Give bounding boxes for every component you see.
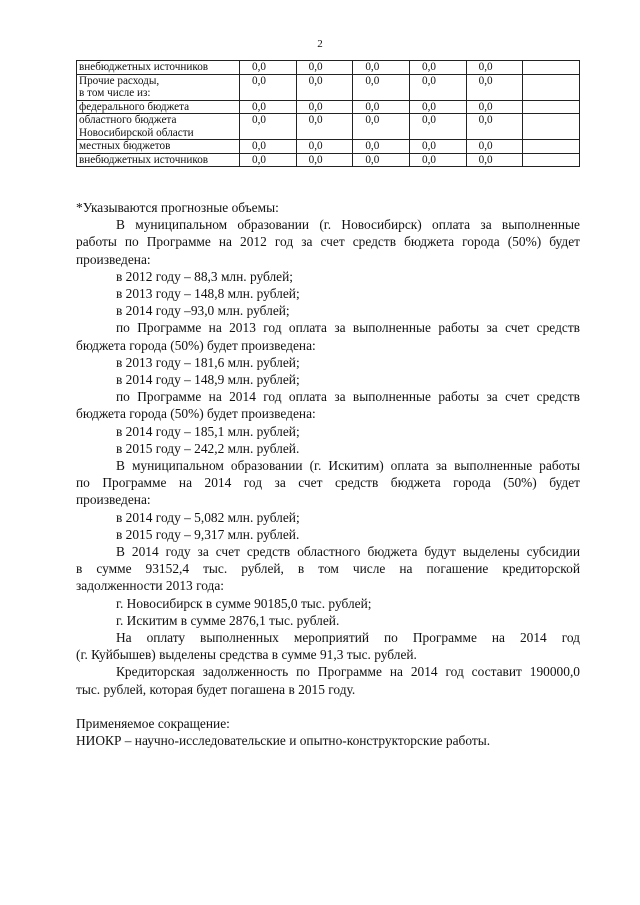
table-cell: 0,0 — [296, 153, 353, 167]
table-cell: 0,0 — [409, 61, 466, 75]
paragraph-line: В 2014 году за счет средств областного бюджета будут выделены субсидии — [116, 544, 580, 560]
row-label-line: в том числе из: — [79, 87, 151, 99]
paragraph-line: в 2014 году – 148,9 млн. рублей; — [116, 372, 300, 388]
page-number: 2 — [317, 38, 323, 50]
paragraph-line: в 2014 году –93,0 млн. рублей; — [116, 303, 290, 319]
paragraph-line: г. Искитим в сумме 2876,1 тыс. рублей. — [116, 612, 340, 628]
table-cell: 0,0 — [240, 153, 297, 167]
table-cell: 0,0 — [466, 140, 523, 154]
paragraph-gap — [76, 698, 580, 715]
table-cell-empty — [523, 140, 580, 154]
table-cell: 0,0 — [353, 153, 410, 167]
paragraph-line: по Программе на 2013 год оплата за выполненные работы за счет средств — [116, 320, 580, 336]
table-row — [77, 61, 580, 75]
paragraph-line: На оплату выполненных мероприятий по Программе на 2014 год — [116, 630, 580, 646]
paragraph-line: г. Новосибирск в сумме 90185,0 тыс. рублей; — [116, 595, 372, 611]
table-cell: 0,0 — [353, 140, 410, 154]
table-cell: 0,0 — [353, 100, 410, 114]
table-row — [77, 114, 580, 140]
table-cell-empty — [523, 74, 580, 100]
row-label-line: внебюджетных источников — [79, 153, 209, 166]
paragraph-line: в 2013 году – 148,8 млн. рублей; — [116, 286, 300, 302]
table-cell: 0,0 — [240, 61, 297, 75]
table-cell: 0,0 — [296, 140, 353, 154]
table-cell: 0,0 — [296, 74, 353, 100]
table-row — [77, 100, 580, 114]
paragraph-line: бюджета города (50%) будет произведена: — [76, 337, 316, 353]
paragraph-line: В муниципальном образовании (г. Новосибирск) оплата за выполненные — [116, 217, 580, 233]
table-cell: 0,0 — [409, 114, 466, 140]
table-row — [77, 140, 580, 154]
table-cell: 0,0 — [240, 74, 297, 100]
budget-table — [76, 60, 580, 167]
table-cell: 0,0 — [240, 100, 297, 114]
table-row — [77, 74, 580, 100]
table-cell: 0,0 — [296, 114, 353, 140]
paragraph-line: НИОКР – научно-исследовательские и опытно-конструкторские работы. — [76, 733, 491, 749]
table-cell: 0,0 — [353, 114, 410, 140]
row-label-line: местных бюджетов — [79, 140, 171, 152]
table-cell-empty — [523, 61, 580, 75]
table-cell: 0,0 — [296, 100, 353, 114]
row-label — [77, 114, 240, 140]
table-cell: 0,0 — [353, 61, 410, 75]
paragraph-line: работы по Программе на 2012 год за счет средств бюджета города (50%) будет — [76, 234, 580, 250]
table-row — [77, 153, 580, 167]
paragraph-line: произведена: — [76, 492, 151, 508]
paragraph-line: в 2013 году – 181,6 млн. рублей; — [116, 354, 300, 370]
row-label — [77, 140, 240, 154]
paragraph-line: в сумме 93152,4 тыс. рублей, в том числе на погашение кредиторской — [76, 561, 580, 577]
paragraph-line: по Программе на 2014 год за счет средств бюджета города (50%) будет — [76, 475, 580, 491]
table-cell: 0,0 — [240, 140, 297, 154]
row-label — [77, 61, 240, 75]
row-label-line: внебюджетных источников — [79, 61, 209, 73]
table-cell: 0,0 — [353, 74, 410, 100]
table-cell: 0,0 — [409, 74, 466, 100]
paragraph-line: в 2015 году – 242,2 млн. рублей. — [116, 440, 300, 456]
table-cell: 0,0 — [409, 100, 466, 114]
body-text — [76, 199, 580, 749]
paragraph-line: в 2014 году – 185,1 млн. рублей; — [116, 423, 300, 439]
table-cell-empty — [523, 100, 580, 114]
row-label-line: Новосибирской области — [79, 126, 194, 139]
table-cell: 0,0 — [409, 140, 466, 154]
row-label-line: федерального бюджета — [79, 100, 190, 113]
paragraph-line: бюджета города (50%) будет произведена: — [76, 406, 316, 422]
paragraph-line: (г. Куйбышев) выделены средства в сумме 91,3 тыс. рублей. — [76, 647, 417, 663]
row-label-line: областного бюджета — [79, 114, 177, 126]
paragraph-line: Применяемое сокращение: — [76, 715, 230, 731]
table-cell: 0,0 — [240, 114, 297, 140]
row-label — [77, 153, 240, 167]
row-label-line: Прочие расходы, — [79, 74, 160, 87]
row-label — [77, 100, 240, 114]
table-cell: 0,0 — [466, 153, 523, 167]
table-cell: 0,0 — [296, 61, 353, 75]
row-label — [77, 74, 240, 100]
table-cell-empty — [523, 153, 580, 167]
paragraph-line: задолженности 2013 года: — [76, 578, 225, 594]
table-cell: 0,0 — [466, 74, 523, 100]
paragraph-line: в 2015 году – 9,317 млн. рублей. — [116, 526, 300, 542]
paragraph-line: В муниципальном образовании (г. Искитим) оплата за выполненные работы — [116, 458, 580, 474]
table-cell: 0,0 — [466, 100, 523, 114]
paragraph-line: *Указываются прогнозные объемы: — [76, 200, 279, 215]
paragraph-line: в 2014 году – 5,082 млн. рублей; — [116, 509, 300, 525]
table-cell: 0,0 — [409, 153, 466, 167]
paragraph-line: тыс. рублей, которая будет погашена в 2015 году. — [76, 681, 356, 697]
paragraph-line: по Программе на 2014 год оплата за выполненные работы за счет средств — [116, 389, 580, 405]
paragraph-line: в 2012 году – 88,3 млн. рублей; — [116, 268, 293, 284]
table-cell-empty — [523, 114, 580, 140]
paragraph-line: Кредиторская задолженность по Программе на 2014 год составит 190000,0 — [116, 664, 580, 680]
table-cell: 0,0 — [466, 114, 523, 140]
paragraph-line: произведена: — [76, 251, 151, 267]
table-cell: 0,0 — [466, 61, 523, 75]
